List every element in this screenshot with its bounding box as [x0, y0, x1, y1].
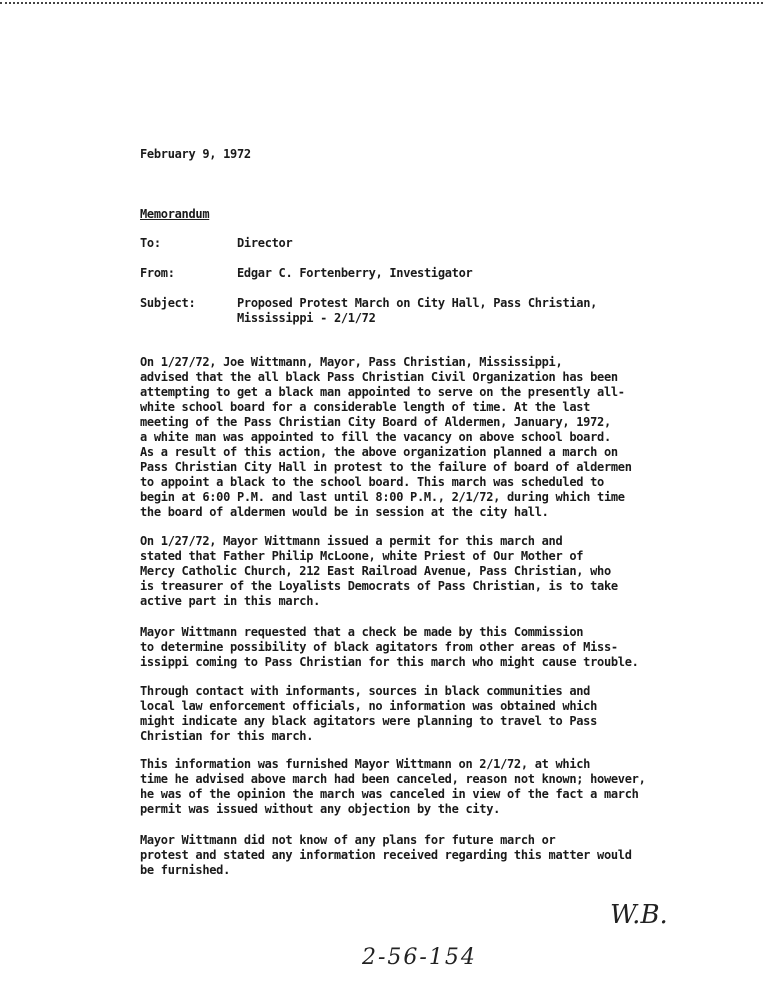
memo-date: February 9, 1972 — [140, 147, 251, 161]
to-value: Director — [237, 236, 293, 250]
handwritten-file-number: 2-56-154 — [362, 945, 477, 970]
memo-heading: Memorandum — [140, 207, 210, 221]
body-paragraph-6: Mayor Wittmann did not know of any plans for future march or protest and stated any information received regarding this matter would be furnished. — [140, 833, 632, 877]
from-value: Edgar C. Fortenberry, Investigator — [237, 266, 473, 280]
subject-value: Proposed Protest March on City Hall, Pass Christian, Mississippi - 2/1/72 — [237, 296, 598, 325]
body-paragraph-1: On 1/27/72, Joe Wittmann, Mayor, Pass Christian, Mississippi, advised that the all black Pass Christian Civil Organization has been attempting to get a black man appointed to serve on the presently all- white school board for a considerable length of time. At the last meeting of the Pass Christian City Board of Aldermen, January, 1972, a white man was appointed to fill the vacancy on above school board. As a result of this action, the above organization planned a march on Pass Christian City Hall in protest to the failure of board of aldermen to appoint a black to the school board. This march was scheduled to begin at 6:00 P.M. and last until 8:00 P.M., 2/1/72, during which time the board of aldermen would be in session at the city hall. — [140, 355, 632, 519]
handwritten-initials: W.B. — [610, 900, 668, 930]
body-paragraph-2: On 1/27/72, Mayor Wittmann issued a permit for this march and stated that Father Philip McLoone, white Priest of Our Mother of Mercy Catholic Church, 212 East Railroad Avenue, Pass Christian, who is treasurer of the Loyalists Democrats of Pass Christian, is to take active part in this march. — [140, 534, 618, 608]
body-paragraph-5: This information was furnished Mayor Wittmann on 2/1/72, at which time he advised above march had been canceled, reason not known; however, he was of the opinion the march was canceled in view of the fact a march permit was issued without any objection by the city. — [140, 757, 646, 816]
to-label: To: — [140, 236, 161, 250]
top-dotted-rule — [0, 2, 763, 4]
subject-label: Subject: — [140, 296, 196, 310]
body-paragraph-3: Mayor Wittmann requested that a check be made by this Commission to determine possibility of black agitators from other areas of Miss- issippi coming to Pass Christian for this march who might cause trouble. — [140, 625, 639, 669]
body-paragraph-4: Through contact with informants, sources in black communities and local law enforcement officials, no information was obtained which might indicate any black agitators were planning to travel to Pass Christian for this march. — [140, 684, 598, 743]
from-label: From: — [140, 266, 175, 280]
